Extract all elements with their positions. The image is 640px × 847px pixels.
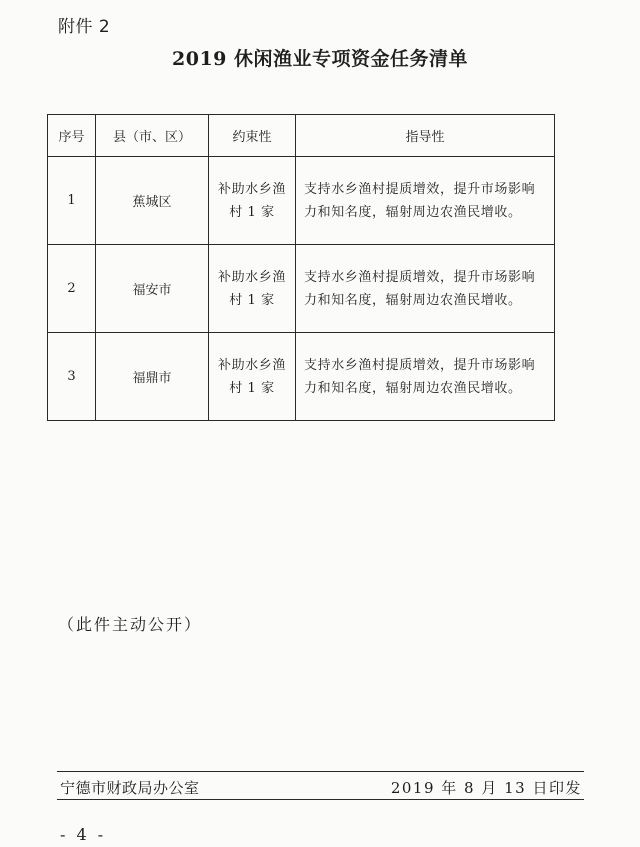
cell-serial: 1 [48, 157, 96, 245]
footer-bottom-rule [57, 799, 584, 800]
table-header-row [48, 115, 555, 157]
cell-constraint: 补助水乡渔村 1 家 [209, 333, 296, 421]
cell-constraint: 补助水乡渔村 1 家 [209, 245, 296, 333]
table-row [48, 333, 555, 421]
header-guidance: 指导性 [296, 115, 555, 157]
cell-county: 蕉城区 [96, 157, 209, 245]
task-table [47, 114, 555, 421]
cell-county: 福安市 [96, 245, 209, 333]
document-title: 2019 休闲渔业专项资金任务清单 [172, 48, 468, 70]
cell-guidance: 支持水乡渔村提质增效，提升市场影响力和知名度，辐射周边农渔民增收。 [296, 245, 555, 333]
header-constraint: 约束性 [209, 115, 296, 157]
cell-serial: 3 [48, 333, 96, 421]
cell-county: 福鼎市 [96, 333, 209, 421]
page-number: - 4 - [60, 825, 107, 844]
table-row [48, 157, 555, 245]
cell-constraint: 补助水乡渔村 1 家 [209, 157, 296, 245]
footer-issue-date: 2019 年 8 月 13 日印发 [390, 779, 582, 797]
cell-guidance: 支持水乡渔村提质增效，提升市场影响力和知名度，辐射周边农渔民增收。 [296, 157, 555, 245]
header-serial: 序号 [48, 115, 96, 157]
public-disclosure-note: （此件主动公开） [58, 615, 203, 634]
footer-top-rule [57, 771, 584, 772]
cell-serial: 2 [48, 245, 96, 333]
table-row [48, 245, 555, 333]
footer-issuer: 宁德市财政局办公室 [60, 779, 200, 797]
attachment-label: 附件 2 [58, 17, 111, 37]
cell-guidance: 支持水乡渔村提质增效，提升市场影响力和知名度，辐射周边农渔民增收。 [296, 333, 555, 421]
header-county: 县（市、区） [96, 115, 209, 157]
